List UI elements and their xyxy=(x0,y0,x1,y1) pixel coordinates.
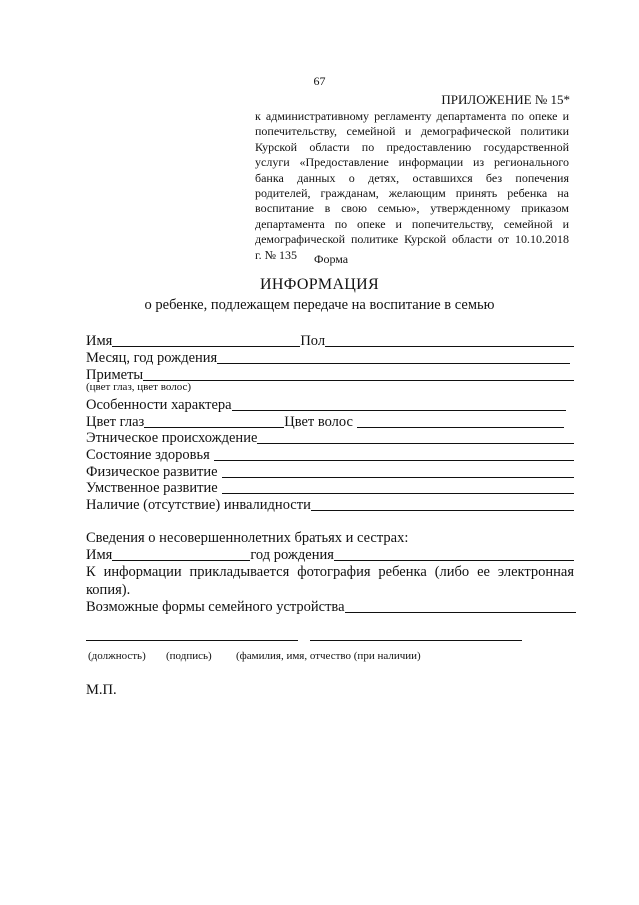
stamp-placeholder: М.П. xyxy=(86,682,117,698)
physical-field[interactable] xyxy=(222,464,574,478)
ethnic-field[interactable] xyxy=(257,430,574,444)
disability-field[interactable] xyxy=(311,497,574,511)
family-forms-row xyxy=(86,598,576,616)
preamble-line: попечительству, семейной и демографической политики xyxy=(255,124,569,139)
siblings-heading xyxy=(86,529,574,547)
family-forms-field[interactable] xyxy=(345,599,576,613)
health-label: Состояние здоровья xyxy=(86,447,210,463)
sex-field[interactable] xyxy=(325,333,574,347)
full-name-caption: (фамилия, имя, отчество (при наличии) xyxy=(236,650,421,662)
hair-color-label: Цвет волос xyxy=(284,414,353,430)
document-subtitle: о ребенке, подлежащем передаче на воспитание в семью xyxy=(144,297,495,313)
position-caption: (должность) xyxy=(88,650,146,662)
form-label: Форма xyxy=(314,252,349,266)
preamble-line: услуги «Предоставление информации из регионального xyxy=(255,155,569,170)
sibling-name-label: Имя xyxy=(86,547,113,563)
birth-label: Месяц, год рождения xyxy=(86,350,218,366)
disability-label: Наличие (отсутствие) инвалидности xyxy=(86,497,311,513)
disability-row xyxy=(86,496,574,514)
preamble-line: родителей, гражданам, желающим принять ребенка на xyxy=(255,186,569,201)
ethnic-label: Этническое происхождение xyxy=(86,430,258,446)
eye-color-field[interactable] xyxy=(144,414,284,428)
mental-row xyxy=(86,479,574,497)
character-label: Особенности характера xyxy=(86,397,232,413)
regulation-preamble xyxy=(255,109,569,263)
sibling-birth-field[interactable] xyxy=(334,547,574,561)
preamble-line: банка данных о детях, оставшихся без попечения xyxy=(255,170,569,185)
features-field[interactable] xyxy=(143,367,574,381)
features-label: Приметы xyxy=(86,367,144,383)
preamble-line: департамента по опеке и попечительству, семейной и xyxy=(255,216,569,231)
health-row xyxy=(86,446,574,464)
appendix-number: ПРИЛОЖЕНИЕ № 15* xyxy=(441,92,570,107)
ethnic-row xyxy=(86,429,574,447)
position-signature-line[interactable] xyxy=(86,640,298,641)
photo-note: К информации прикладывается фотография ребенка (либо ее электронная копия). xyxy=(86,564,574,598)
hair-color-field[interactable] xyxy=(357,414,564,428)
sibling-birth-label: год рождения xyxy=(250,547,334,563)
sibling-name-field[interactable] xyxy=(112,547,250,561)
siblings-heading-text: Сведения о несовершеннолетних братьях и сестрах: xyxy=(86,530,409,546)
signature-caption: (подпись) xyxy=(166,650,212,662)
features-hint: (цвет глаз, цвет волос) xyxy=(86,381,192,393)
sex-label: Пол xyxy=(300,333,326,349)
full-name-line[interactable] xyxy=(310,640,522,641)
mental-field[interactable] xyxy=(222,480,574,494)
page-number: 67 xyxy=(313,74,326,88)
sibling-row xyxy=(86,546,574,564)
physical-label: Физическое развитие xyxy=(86,464,218,480)
mental-label: Умственное развитие xyxy=(86,480,218,496)
name-field[interactable] xyxy=(112,333,300,347)
preamble-line: к административному регламенту департамента по опеке и xyxy=(255,109,569,123)
preamble-line: воспитание в свою семью», утвержденному приказом xyxy=(255,201,569,216)
eye-color-label: Цвет глаз xyxy=(86,414,145,430)
character-field[interactable] xyxy=(232,397,566,411)
preamble-line: демографической политике Курской области от 10.10.2018 xyxy=(255,232,569,247)
birth-row xyxy=(86,349,570,367)
health-field[interactable] xyxy=(214,447,574,461)
name-sex-row xyxy=(86,332,574,350)
preamble-line: г. № 135 xyxy=(255,247,298,262)
preamble-line: Курской области по предоставлению государственной xyxy=(255,139,569,154)
document-title: ИНФОРМАЦИЯ xyxy=(260,276,379,293)
family-forms-label: Возможные формы семейного устройства xyxy=(86,599,345,615)
name-label: Имя xyxy=(86,333,113,349)
character-row xyxy=(86,396,566,414)
birth-field[interactable] xyxy=(217,350,570,364)
